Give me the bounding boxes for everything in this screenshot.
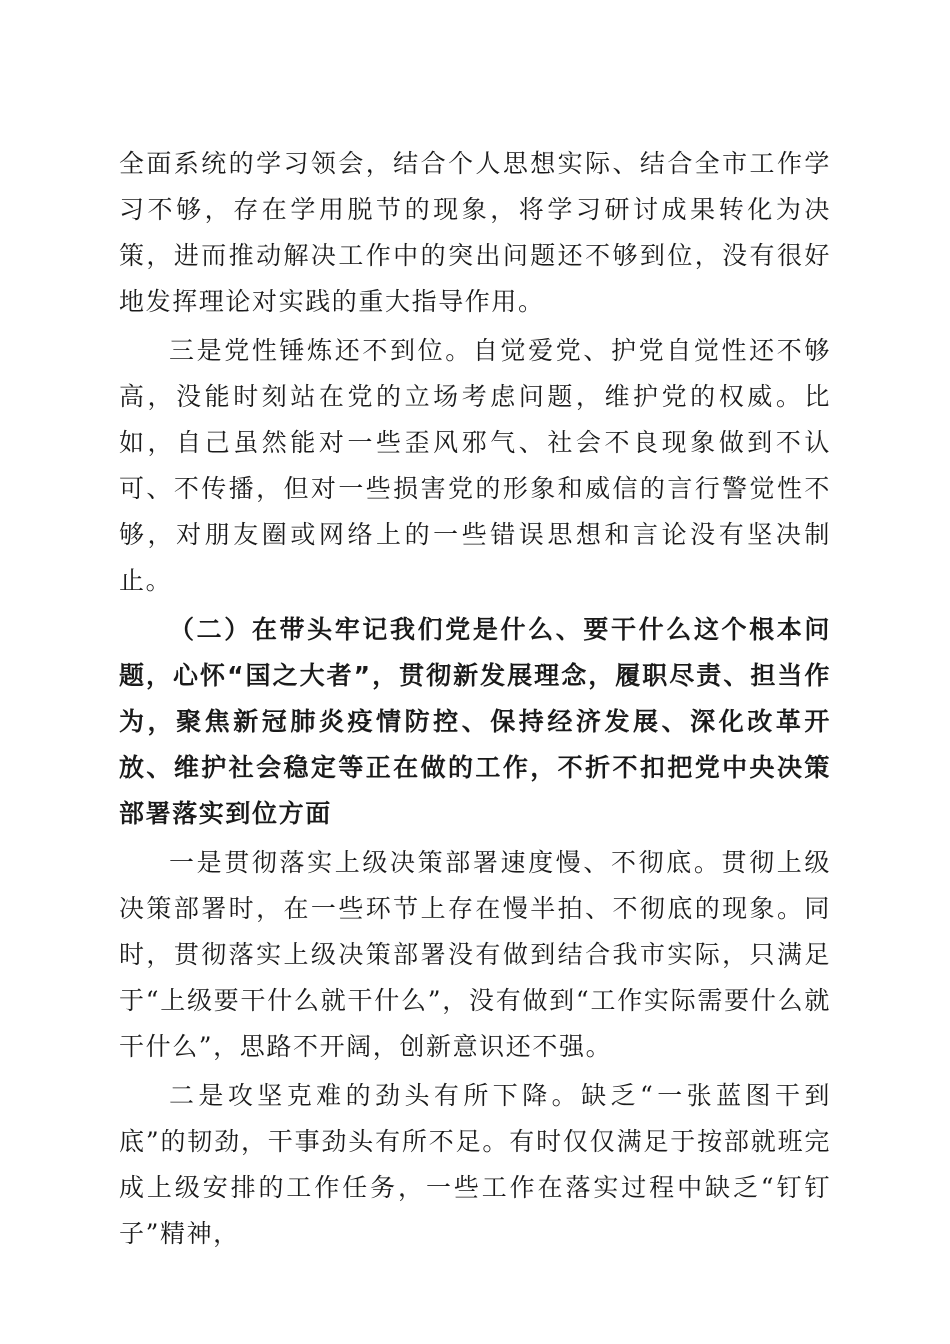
paragraph-text: 自觉爱党、护党自觉性还不够高，没能时刻站在党的立场考虑问题，维护党的权威。比如，自己虽然能对一些歪风邪气、社会不良现象做到不认可、不传播，但对一些损害党的形象和威信的言行警觉性不够，对朋友圈或网络上的一些错误思想和言论没有坚决制止。 bbox=[119, 336, 831, 595]
document-body bbox=[119, 141, 831, 1257]
paragraph-text: 缺乏“一张蓝图干到底”的韧劲，干事劲头有所不足。有时仅仅满足于按部就班完成上级安排的工作任务，一些工作在落实过程中缺乏“钉钉子”精神， bbox=[119, 1081, 831, 1248]
paragraph-text: 全面系统的学习领会，结合个人思想实际、结合全市工作学习不够，存在学用脱节的现象，将学习研讨成果转化为决策，进而推动解决工作中的突出问题还不够到位，没有很好地发挥理论对实践的重大指导作用。 bbox=[119, 149, 831, 316]
paragraph-continuation bbox=[119, 141, 831, 325]
point-lead: 二是攻坚克难的劲头有所下降。 bbox=[169, 1081, 582, 1110]
point-lead: 一是贯彻落实上级决策部署速度慢、不彻底。 bbox=[169, 848, 722, 877]
paragraph-text: 贯彻上级决策部署时，在一些环节上存在慢半拍、不彻底的现象。同时，贯彻落实上级决策部署没有做到结合我市实际，只满足于“上级要干什么就干什么”，没有做到“工作实际需要什么就干什么”，思路不开阔，创新意识还不强。 bbox=[119, 848, 831, 1061]
section-heading bbox=[119, 607, 831, 837]
paragraph-point-two bbox=[119, 1073, 831, 1257]
paragraph-point-one bbox=[119, 840, 831, 1070]
point-lead: 三是党性锤炼还不到位。 bbox=[169, 336, 473, 365]
paragraph-point-three bbox=[119, 328, 831, 604]
heading-text: （二）在带头牢记我们党是什么、要干什么这个根本问题，心怀“国之大者”，贯彻新发展理念，履职尽责、担当作为，聚焦新冠肺炎疫情防控、保持经济发展、深化改革开放、维护社会稳定等正在做的工作，不折不扣把党中央决策部署落实到位方面 bbox=[119, 615, 831, 828]
